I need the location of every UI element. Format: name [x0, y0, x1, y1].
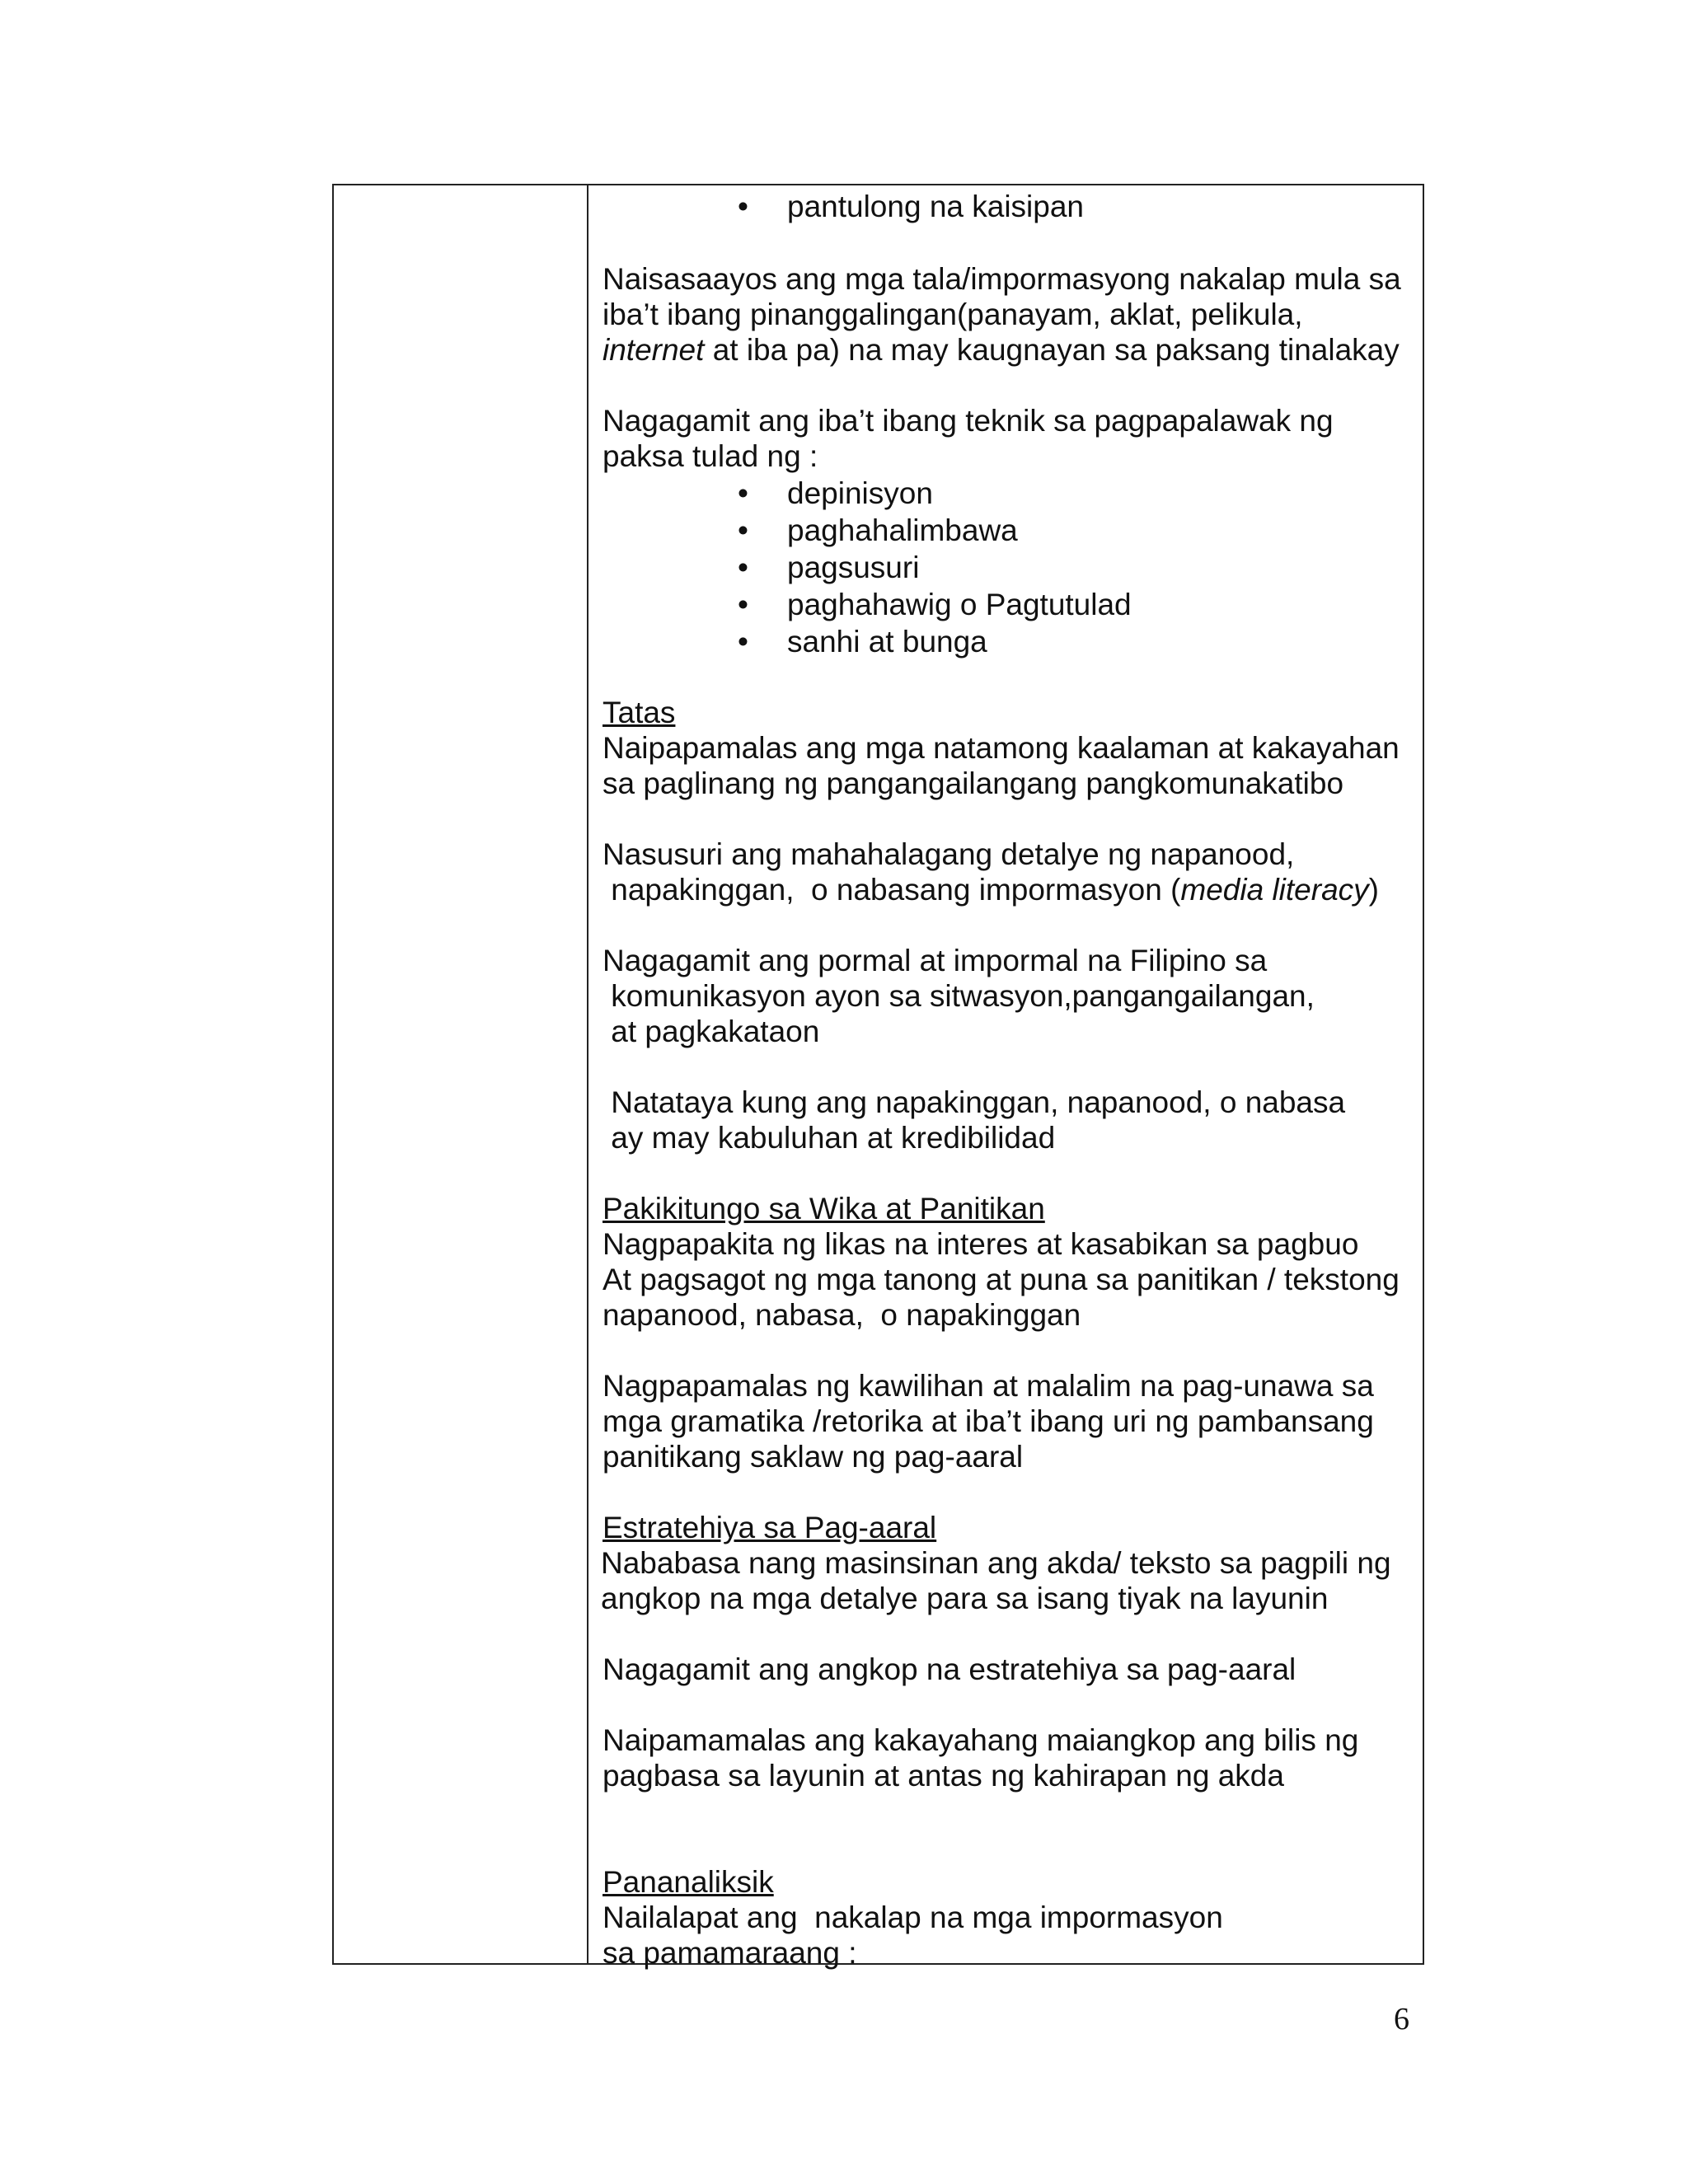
list-item: depinisyon — [787, 476, 933, 510]
text-line: iba’t ibang pinanggalingan(panayam, aklat, pelikula, — [603, 298, 1303, 331]
text-line: panitikang saklaw ng pag-aaral — [603, 1440, 1024, 1474]
text-fragment: ) — [1368, 873, 1379, 907]
list-item: paghahalimbawa — [787, 513, 1018, 547]
text-fragment: at iba pa) na may kaugnayan sa paksang tinalakay — [704, 333, 1400, 367]
text-line: Nababasa nang masinsinan ang akda/ teksto sa pagpili ng — [601, 1546, 1391, 1580]
page-number: 6 — [1394, 2002, 1409, 2036]
column-divider — [587, 185, 588, 1963]
bullet-icon: • — [738, 551, 748, 584]
section-heading: Tatas — [603, 696, 676, 729]
bullet-icon: • — [738, 625, 748, 658]
section-heading: Pananaliksik — [603, 1865, 774, 1899]
text-line: Naipamamalas ang kakayahang maiangkop ang bilis ng — [603, 1723, 1359, 1757]
text-line: Nagpapakita ng likas na interes at kasabikan sa pagbuo — [603, 1227, 1359, 1261]
text-line: Naipapamalas ang mga natamong kaalaman at kakayahan — [603, 731, 1400, 765]
bullet-icon: • — [738, 513, 748, 547]
text-line: Nasusuri ang mahahalagang detalye ng napanood, — [603, 837, 1295, 871]
text-line: angkop na mga detalye para sa isang tiyak na layunin — [601, 1582, 1329, 1615]
text-line — [603, 332, 1400, 368]
list-item: paghahawig o Pagtutulad — [787, 588, 1132, 621]
list-item: pantulong na kaisipan — [787, 190, 1085, 223]
bullet-icon: • — [738, 588, 748, 621]
text-line: Naisasaayos ang mga tala/impormasyong nakalap mula sa — [603, 262, 1401, 296]
italic-term: media literacy — [1180, 873, 1369, 907]
text-line: Natataya kung ang napakinggan, napanood, o nabasa — [603, 1085, 1346, 1119]
text-line: Nagagamit ang pormal at impormal na Filipino sa — [603, 944, 1268, 977]
section-heading: Estratehiya sa Pag-aaral — [603, 1511, 937, 1544]
text-fragment: napakinggan, o nabasang impormasyon ( — [603, 873, 1181, 907]
list-item: sanhi at bunga — [787, 625, 987, 658]
text-line: paksa tulad ng : — [603, 439, 818, 473]
text-line: pagbasa sa layunin at antas ng kahirapan ng akda — [603, 1759, 1284, 1793]
text-line: sa pamamaraang : — [603, 1936, 857, 1970]
list-item: pagsusuri — [787, 551, 920, 584]
text-line: Nagagamit ang angkop na estratehiya sa pag-aaral — [603, 1652, 1296, 1686]
text-line: napanood, nabasa, o napakinggan — [603, 1298, 1081, 1332]
text-line: at pagkakataon — [603, 1015, 820, 1048]
text-line: Nailalapat ang nakalap na mga impormasyon — [603, 1900, 1223, 1934]
text-line: Nagpapamalas ng kawilihan at malalim na pag-unawa sa — [603, 1369, 1374, 1403]
text-line: At pagsagot ng mga tanong at puna sa panitikan / tekstong — [603, 1263, 1400, 1296]
text-line: mga gramatika /retorika at iba’t ibang uri ng pambansang — [603, 1404, 1374, 1438]
text-line — [603, 872, 1379, 908]
text-line: Nagagamit ang iba’t ibang teknik sa pagpapalawak ng — [603, 404, 1334, 438]
table-frame — [332, 184, 1424, 1970]
section-heading: Pakikitungo sa Wika at Panitikan — [603, 1192, 1045, 1226]
bullet-icon: • — [738, 190, 748, 223]
text-line: komunikasyon ayon sa sitwasyon,pangangailangan, — [603, 979, 1315, 1013]
bullet-icon: • — [738, 476, 748, 510]
text-line: ay may kabuluhan at kredibilidad — [603, 1121, 1056, 1155]
text-line: sa paglinang ng pangangailangang pangkomunakatibo — [603, 766, 1344, 800]
italic-term: internet — [603, 333, 705, 367]
